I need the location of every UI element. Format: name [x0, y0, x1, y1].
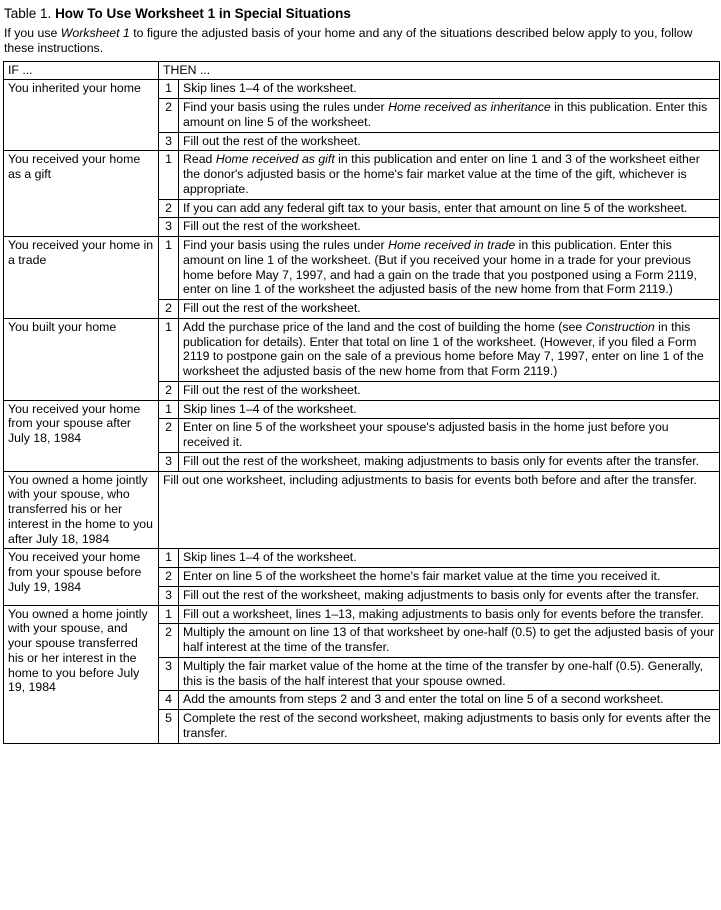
- step-number: 1: [159, 151, 179, 199]
- instruction-text: in this publication. Enter this amount on line 1 of the worksheet. (But if you received your home in a trade for your previous home before May 7, 1997, and had a gain on the trade that you postponed using a Form 2119, enter on line 1 of the worksheet the adjusted basis of the new home from that Form 2119.): [183, 238, 697, 297]
- step-number: 1: [159, 400, 179, 419]
- table-row: [4, 237, 720, 300]
- table-row: [4, 151, 720, 199]
- step-number: 2: [159, 419, 179, 453]
- then-instruction: [179, 199, 720, 218]
- instruction-text: Fill out the rest of the worksheet, making adjustments to basis only for events after the transfer.: [183, 453, 700, 468]
- instruction-text: If you can add any federal gift tax to your basis, enter that amount on line 5 of the worksheet.: [183, 200, 688, 215]
- step-number: 1: [159, 80, 179, 99]
- instruction-text: Enter on line 5 of the worksheet your spouse's adjusted basis in the home just before you received it.: [183, 420, 669, 450]
- instruction-text: Read: [183, 152, 216, 167]
- step-number: 4: [159, 691, 179, 710]
- instruction-text: Fill out the rest of the worksheet.: [183, 219, 361, 234]
- instruction-text: Fill out the rest of the worksheet, making adjustments to basis only for events after the transfer.: [183, 587, 700, 602]
- then-instruction: [179, 710, 720, 744]
- then-instruction: [179, 218, 720, 237]
- header-then: THEN ...: [159, 61, 720, 80]
- table-row: [4, 549, 720, 568]
- instruction-emphasis: Home received as gift: [215, 152, 335, 167]
- instruction-text: Skip lines 1–4 of the worksheet.: [183, 401, 357, 416]
- then-instruction: [179, 452, 720, 471]
- instruction-text: Skip lines 1–4 of the worksheet.: [183, 550, 357, 565]
- table-title: How To Use Worksheet 1 in Special Situations: [55, 6, 351, 21]
- if-condition: You owned a home jointly with your spouse, and your spouse transferred his or her interest in the home to you before July 19, 1984: [4, 605, 159, 743]
- then-instruction: [179, 657, 720, 691]
- if-condition: You received your home from your spouse before July 19, 1984: [4, 549, 159, 605]
- intro-italic-worksheet: Worksheet 1: [60, 25, 130, 40]
- if-condition: You built your home: [4, 318, 159, 400]
- step-number: 3: [159, 657, 179, 691]
- then-instruction: [179, 419, 720, 453]
- then-instruction: [179, 400, 720, 419]
- then-instruction: [179, 691, 720, 710]
- instruction-text: Add the amounts from steps 2 and 3 and enter the total on line 5 of a second worksheet.: [183, 692, 664, 707]
- instruction-text: Enter on line 5 of the worksheet the home's fair market value at the time you received it.: [183, 569, 661, 584]
- if-condition: You inherited your home: [4, 80, 159, 151]
- step-number: 2: [159, 300, 179, 319]
- if-condition: You received your home in a trade: [4, 237, 159, 319]
- instruction-text: Fill out the rest of the worksheet.: [183, 382, 361, 397]
- header-if: IF ...: [4, 61, 159, 80]
- instruction-emphasis: Home received as inheritance: [388, 100, 551, 115]
- then-instruction: [179, 132, 720, 151]
- page-title: [4, 6, 719, 22]
- step-number: 5: [159, 710, 179, 744]
- instruction-text: Skip lines 1–4 of the worksheet.: [183, 81, 357, 96]
- then-instruction: [179, 318, 720, 381]
- worksheet-table: [3, 61, 720, 744]
- if-condition: You owned a home jointly with your spouse, who transferred his or her interest in the home to you after July 18, 1984: [4, 471, 159, 549]
- table-row: [4, 318, 720, 381]
- instruction-text: Multiply the amount on line 13 of that worksheet by one-half (0.5) to get the adjusted basis of your half interest at the time of the transfer.: [183, 625, 715, 655]
- step-number: 1: [159, 237, 179, 300]
- instruction-text: in this publication for details). Enter that total on line 1 of the worksheet. (However, if you filed a Form 2119 to postpone gain on the sale of a previous home before May 7, 1997, enter on line 1 of the worksheet the adjusted basis of the new home from that Form 2119.): [183, 319, 704, 379]
- instruction-text: Find your basis using the rules under: [183, 238, 389, 253]
- table-row: [4, 605, 720, 624]
- instruction-text: in this publication. Enter this amount on line 5 of the worksheet.: [183, 100, 708, 129]
- if-condition: You received your home as a gift: [4, 151, 159, 237]
- step-number: 3: [159, 452, 179, 471]
- instruction-text: Fill out the rest of the worksheet.: [183, 301, 361, 316]
- then-instruction: [179, 99, 720, 133]
- then-instruction: [179, 237, 720, 300]
- step-number: 2: [159, 381, 179, 400]
- table-header-row: [4, 61, 720, 80]
- then-instruction: [179, 300, 720, 319]
- step-number: 2: [159, 99, 179, 133]
- intro-part-1: If you use: [4, 25, 61, 40]
- then-instruction: [179, 80, 720, 99]
- instruction-text: Complete the rest of the second worksheet, making adjustments to basis only for events after the transfer.: [183, 711, 711, 740]
- instruction-emphasis: Home received in trade: [388, 238, 516, 253]
- instruction-text: Fill out a worksheet, lines 1–13, making adjustments to basis only for events before the transfer.: [183, 606, 704, 621]
- step-number: 3: [159, 586, 179, 605]
- instruction-text: in this publication and enter on line 1 and 3 of the worksheet either the donor's adjusted basis or the home's fair market value at the time of the gift, whichever is appropriate.: [183, 152, 700, 196]
- table-row: [4, 80, 720, 99]
- table-row: [4, 471, 720, 549]
- then-instruction: [179, 568, 720, 587]
- step-number: 2: [159, 199, 179, 218]
- instruction-emphasis: Construction: [585, 319, 655, 334]
- table-number: Table 1.: [4, 6, 52, 21]
- step-number: 1: [159, 605, 179, 624]
- step-number: 1: [159, 318, 179, 381]
- instruction-text: Add the purchase price of the land and the cost of building the home (see: [183, 319, 586, 334]
- then-instruction: [179, 586, 720, 605]
- step-number: 1: [159, 549, 179, 568]
- instruction-text: Multiply the fair market value of the home at the time of the transfer by one-half (0.5). Generally, this is the basis of the half interest that your spouse owned.: [183, 658, 703, 688]
- then-instruction: [179, 624, 720, 658]
- step-number: 2: [159, 568, 179, 587]
- then-instruction: [179, 605, 720, 624]
- then-instruction: [179, 549, 720, 568]
- then-instruction: [179, 381, 720, 400]
- instruction-text: Find your basis using the rules under: [183, 100, 389, 115]
- if-condition: You received your home from your spouse after July 18, 1984: [4, 400, 159, 471]
- intro-paragraph: [4, 26, 717, 56]
- step-number: 2: [159, 624, 179, 658]
- intro-part-2: to figure the adjusted basis of your home and any of the situations described below apply to you, follow these instructions.: [4, 25, 693, 55]
- step-number: 3: [159, 218, 179, 237]
- then-instruction: [179, 151, 720, 199]
- then-instruction: Fill out one worksheet, including adjustments to basis for events both before and after the transfer.: [159, 471, 720, 549]
- step-number: 3: [159, 132, 179, 151]
- table-row: [4, 400, 720, 419]
- instruction-text: Fill out the rest of the worksheet.: [183, 133, 361, 148]
